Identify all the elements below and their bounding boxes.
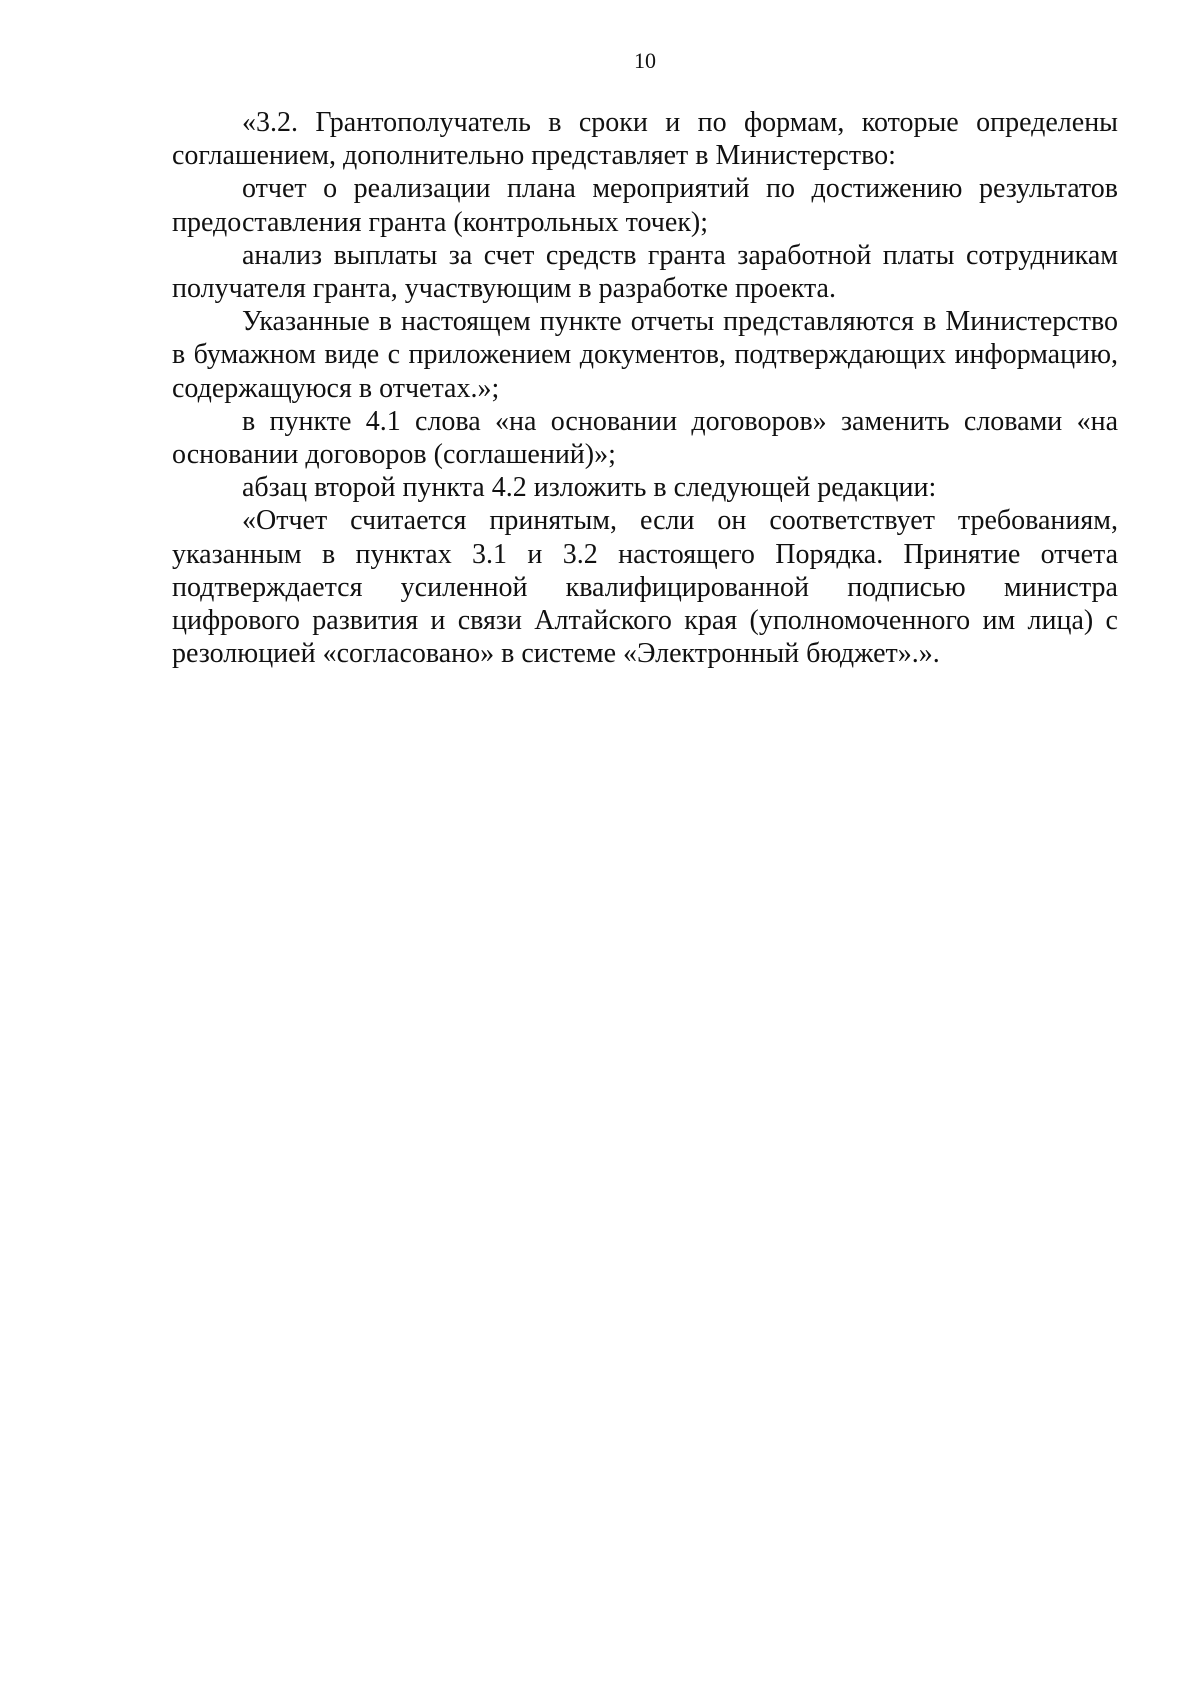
paragraph-point-4-1: в пункте 4.1 слова «на основании договоров» заменить словами «на основании договоров (соглашений)»; [172,405,1118,471]
paragraph-paper-reports: Указанные в настоящем пункте отчеты представляются в Министерство в бумажном виде с приложением документов, подтверждающих информацию, содержащуюся в отчетах.»; [172,306,1118,404]
paragraph-salary-analysis: анализ выплаты за счет средств гранта заработной платы сотрудникам получателя гранта, участвующим в разработке проекта. [172,239,1118,305]
document-body [172,106,1118,670]
page-number: 10 [634,48,656,73]
paragraph-3-2-intro: «3.2. Грантополучатель в сроки и по формам, которые определены соглашением, дополнительно представляет в Министерство: [172,107,1118,172]
paragraph-report-plan: отчет о реализации плана мероприятий по достижению результатов предоставления гранта (контрольных точек); [172,173,1118,238]
paragraph-point-4-2: абзац второй пункта 4.2 изложить в следующей редакции: [242,472,937,504]
paragraph-report-accepted: «Отчет считается принятым, если он соответствует требованиям, указанным в пунктах 3.1 и 3.2 настоящего Порядка. Принятие отчета подтверждается усиленной квалифицированной подписью министра цифрового развития и связи Алтайского края (уполномоченного им лица) с резолюцией «согласовано» в системе «Электронный бюджет».». [172,505,1118,670]
